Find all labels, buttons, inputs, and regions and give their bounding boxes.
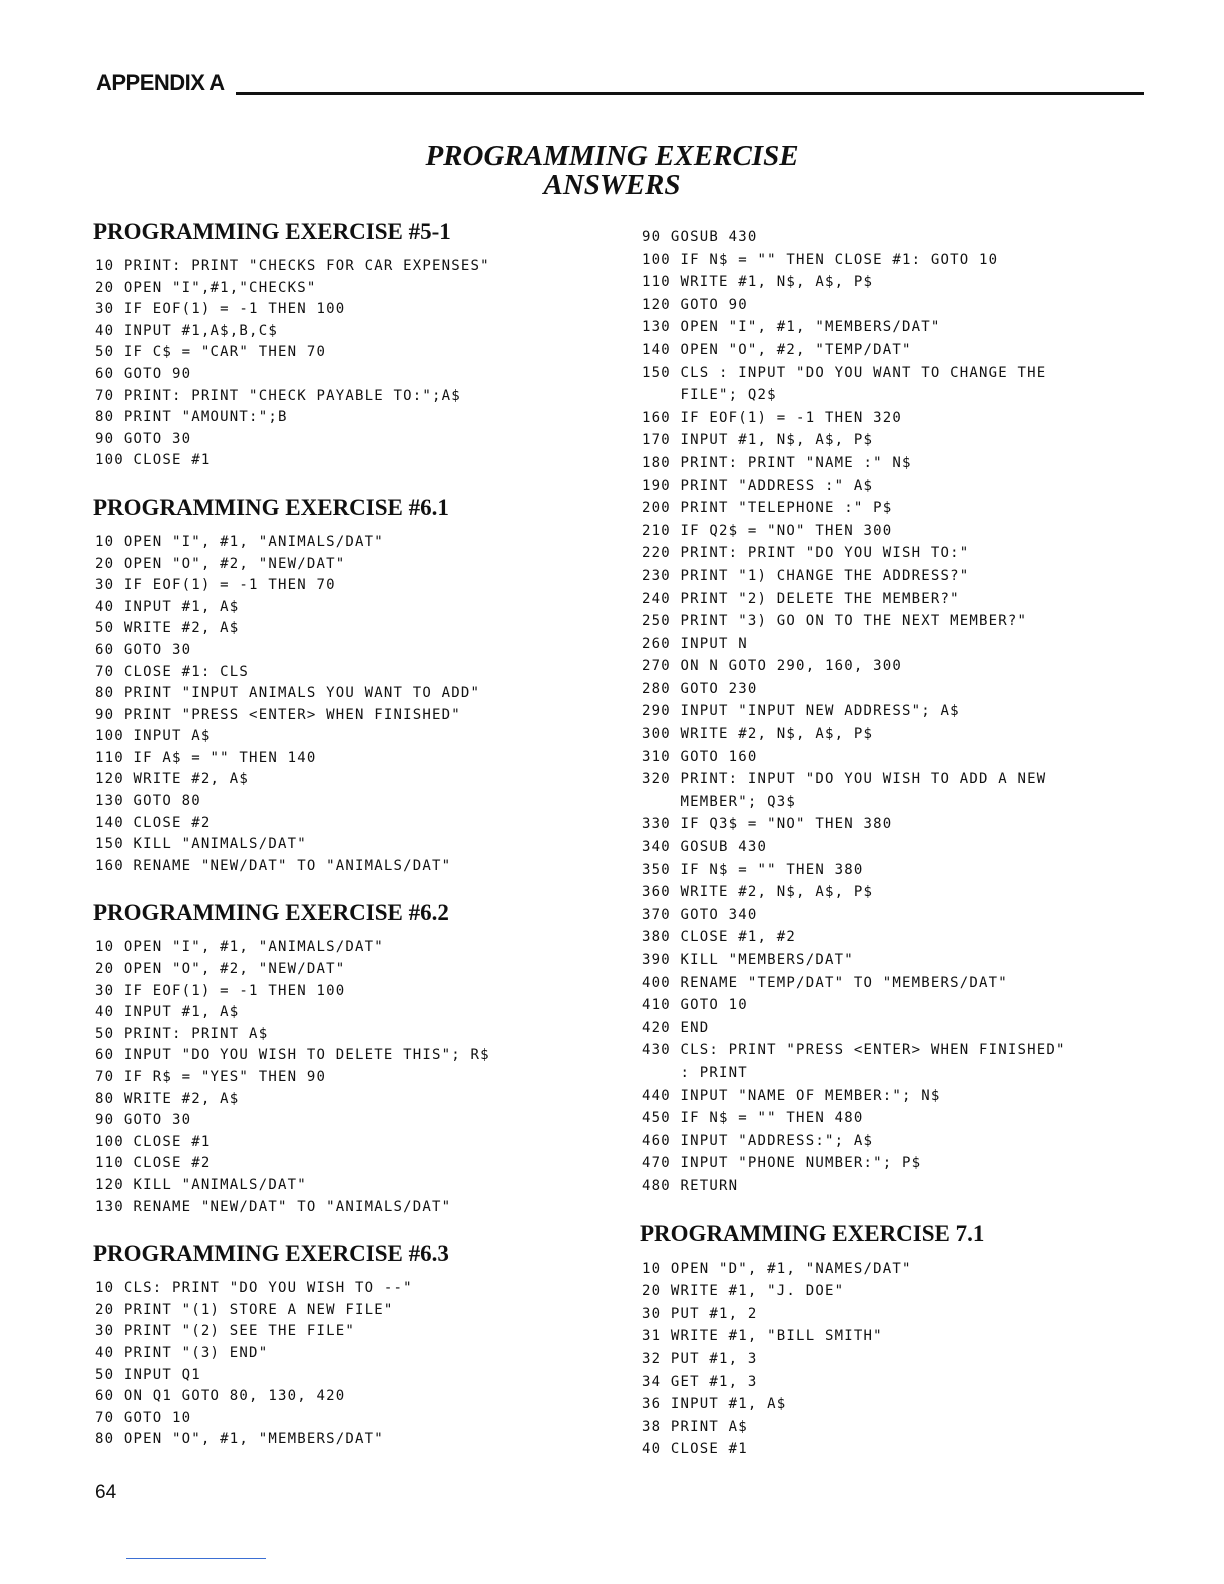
code-line: 50 INPUT Q1 <box>95 1366 201 1383</box>
code-line: MEMBER"; Q3$ <box>642 793 797 810</box>
exercise-heading: PROGRAMMING EXERCISE #6.3 <box>93 1241 449 1267</box>
exercise-heading: PROGRAMMING EXERCISE #6.1 <box>93 494 449 520</box>
code-line: 20 OPEN "I",#1,"CHECKS" <box>95 279 317 296</box>
code-line: 30 PUT #1, 2 <box>642 1305 758 1322</box>
code-line: 330 IF Q3$ = "NO" THEN 380 <box>642 816 893 833</box>
code-line: 180 PRINT: PRINT "NAME :" N$ <box>642 454 912 471</box>
code-line: 31 WRITE #1, "BILL SMITH" <box>642 1328 883 1345</box>
code-line: 20 WRITE #1, "J. DOE" <box>642 1283 845 1300</box>
code-line: 310 GOTO 160 <box>642 748 758 765</box>
code-line: 260 INPUT N <box>642 635 748 652</box>
code-line: 40 INPUT #1,A$,B,C$ <box>95 322 278 339</box>
code-line: 50 IF C$ = "CAR" THEN 70 <box>95 344 327 361</box>
exercise-section <box>93 218 593 472</box>
code-line: 140 CLOSE #2 <box>95 814 211 831</box>
exercise-heading: PROGRAMMING EXERCISE #6.2 <box>93 900 449 926</box>
code-line: 60 INPUT "DO YOU WISH TO DELETE THIS"; R$ <box>95 1047 490 1064</box>
code-line: 480 RETURN <box>642 1177 739 1194</box>
code-line: 100 CLOSE #1 <box>95 1133 211 1150</box>
code-line: 460 INPUT "ADDRESS:"; A$ <box>642 1132 874 1149</box>
exercise-heading: PROGRAMMING EXERCISE #5-1 <box>93 219 451 244</box>
code-line: 90 GOSUB 430 <box>642 229 758 245</box>
code-line: 150 CLS : INPUT "DO YOU WANT TO CHANGE THE <box>642 364 1047 381</box>
code-line: 80 PRINT "AMOUNT:";B <box>95 409 288 426</box>
code-line: 370 GOTO 340 <box>642 906 758 923</box>
code-line: 210 IF Q2$ = "NO" THEN 300 <box>642 522 893 539</box>
code-line: 100 IF N$ = "" THEN CLOSE #1: GOTO 10 <box>642 251 999 268</box>
code-line: 110 WRITE #1, N$, A$, P$ <box>642 274 874 291</box>
code-line: 60 GOTO 30 <box>95 641 192 658</box>
code-line: 34 GET #1, 3 <box>642 1373 758 1390</box>
code-line: 220 PRINT: PRINT "DO YOU WISH TO:" <box>642 545 970 562</box>
code-line: 130 OPEN "I", #1, "MEMBERS/DAT" <box>642 319 941 336</box>
code-line: 80 OPEN "O", #1, "MEMBERS/DAT" <box>95 1431 384 1448</box>
page-title-line-2: ANSWERS <box>543 169 681 201</box>
code-line: 60 GOTO 90 <box>95 365 192 382</box>
code-listing <box>93 1278 593 1451</box>
code-line: 190 PRINT "ADDRESS :" A$ <box>642 477 874 494</box>
exercise-section <box>640 1220 1160 1461</box>
code-line: 270 ON N GOTO 290, 160, 300 <box>642 658 902 675</box>
code-line: 290 INPUT "INPUT NEW ADDRESS"; A$ <box>642 703 960 720</box>
code-line: 20 OPEN "O", #2, "NEW/DAT" <box>95 961 346 978</box>
code-listing <box>93 256 593 472</box>
code-line: 150 KILL "ANIMALS/DAT" <box>95 836 307 853</box>
code-line: 40 CLOSE #1 <box>642 1441 748 1458</box>
code-line: 410 GOTO 10 <box>642 997 748 1014</box>
code-line: 230 PRINT "1) CHANGE THE ADDRESS?" <box>642 567 970 584</box>
code-listing <box>93 532 593 878</box>
code-line: 40 INPUT #1, A$ <box>95 1004 240 1021</box>
code-listing <box>640 1258 1160 1461</box>
code-line: 440 INPUT "NAME OF MEMBER:"; N$ <box>642 1087 941 1104</box>
code-line: 40 INPUT #1, A$ <box>95 598 240 615</box>
code-line: 40 PRINT "(3) END" <box>95 1344 269 1361</box>
code-line: 120 KILL "ANIMALS/DAT" <box>95 1176 307 1193</box>
code-line: FILE"; Q2$ <box>642 387 777 404</box>
code-line: 450 IF N$ = "" THEN 480 <box>642 1110 864 1127</box>
appendix-label: APPENDIX A <box>96 70 225 95</box>
code-listing-continuation <box>640 226 1160 1198</box>
code-line: 170 INPUT #1, N$, A$, P$ <box>642 432 874 449</box>
code-line: 240 PRINT "2) DELETE THE MEMBER?" <box>642 590 960 607</box>
left-column <box>93 218 593 1473</box>
code-line: 350 IF N$ = "" THEN 380 <box>642 861 864 878</box>
code-line: 60 ON Q1 GOTO 80, 130, 420 <box>95 1388 346 1405</box>
code-line: 400 RENAME "TEMP/DAT" TO "MEMBERS/DAT" <box>642 974 1008 991</box>
exercise-section <box>93 1240 593 1451</box>
code-line: 160 RENAME "NEW/DAT" TO "ANIMALS/DAT" <box>95 857 452 874</box>
page-number: 64 <box>95 1482 117 1503</box>
code-line: 340 GOSUB 430 <box>642 839 768 856</box>
code-line: 110 CLOSE #2 <box>95 1155 211 1172</box>
code-line: 70 PRINT: PRINT "CHECK PAYABLE TO:";A$ <box>95 387 461 404</box>
code-line: 160 IF EOF(1) = -1 THEN 320 <box>642 409 902 426</box>
code-line: 10 OPEN "I", #1, "ANIMALS/DAT" <box>95 939 384 956</box>
code-line: 100 CLOSE #1 <box>95 452 211 469</box>
code-line: 10 OPEN "I", #1, "ANIMALS/DAT" <box>95 533 384 550</box>
code-line: 320 PRINT: INPUT "DO YOU WISH TO ADD A NEW <box>642 771 1047 788</box>
code-line: 10 CLS: PRINT "DO YOU WISH TO --" <box>95 1280 413 1297</box>
code-line: 420 END <box>642 1019 710 1036</box>
code-line: 30 IF EOF(1) = -1 THEN 100 <box>95 301 346 318</box>
page-header <box>96 70 1144 100</box>
code-line: 380 CLOSE #1, #2 <box>642 929 797 946</box>
code-line: 80 WRITE #2, A$ <box>95 1090 240 1107</box>
code-line: 90 GOTO 30 <box>95 430 192 447</box>
code-line: 70 CLOSE #1: CLS <box>95 663 250 680</box>
code-line: 470 INPUT "PHONE NUMBER:"; P$ <box>642 1155 922 1172</box>
code-line: 120 GOTO 90 <box>642 296 748 313</box>
code-line: 110 IF A$ = "" THEN 140 <box>95 749 317 766</box>
header-rule <box>236 92 1144 95</box>
exercise-section <box>93 494 593 878</box>
code-line: 250 PRINT "3) GO ON TO THE NEXT MEMBER?" <box>642 613 1028 630</box>
code-line: 200 PRINT "TELEPHONE :" P$ <box>642 500 893 517</box>
code-line: 10 OPEN "D", #1, "NAMES/DAT" <box>642 1260 912 1277</box>
code-line: 20 OPEN "O", #2, "NEW/DAT" <box>95 555 346 572</box>
code-line: 130 RENAME "NEW/DAT" TO "ANIMALS/DAT" <box>95 1198 452 1215</box>
code-line: 36 INPUT #1, A$ <box>642 1396 787 1413</box>
code-line: 90 GOTO 30 <box>95 1112 192 1129</box>
code-listing <box>93 937 593 1218</box>
code-line: 30 PRINT "(2) SEE THE FILE" <box>95 1323 355 1340</box>
code-line: 120 WRITE #2, A$ <box>95 771 250 788</box>
code-line: 30 IF EOF(1) = -1 THEN 70 <box>95 577 336 594</box>
right-column <box>640 226 1160 1483</box>
code-line: 38 PRINT A$ <box>642 1418 748 1435</box>
code-line: 280 GOTO 230 <box>642 680 758 697</box>
code-line: 50 PRINT: PRINT A$ <box>95 1025 269 1042</box>
code-line: 430 CLS: PRINT "PRESS <ENTER> WHEN FINISHED" <box>642 1042 1066 1059</box>
code-line: 80 PRINT "INPUT ANIMALS YOU WANT TO ADD" <box>95 685 481 702</box>
code-line: 70 GOTO 10 <box>95 1409 192 1426</box>
code-line: 10 PRINT: PRINT "CHECKS FOR CAR EXPENSES" <box>95 258 490 274</box>
page-title-line-1: PROGRAMMING EXERCISE <box>425 140 799 172</box>
code-line: : PRINT <box>642 1064 748 1081</box>
page-title <box>0 142 1224 200</box>
code-line: 100 INPUT A$ <box>95 728 211 745</box>
code-line: 90 PRINT "PRESS <ENTER> WHEN FINISHED" <box>95 706 461 723</box>
code-line: 140 OPEN "O", #2, "TEMP/DAT" <box>642 341 912 358</box>
exercise-section <box>93 899 593 1218</box>
code-line: 300 WRITE #2, N$, A$, P$ <box>642 726 874 743</box>
code-line: 130 GOTO 80 <box>95 793 201 810</box>
exercise-heading: PROGRAMMING EXERCISE 7.1 <box>640 1220 985 1246</box>
code-line: 20 PRINT "(1) STORE A NEW FILE" <box>95 1301 394 1318</box>
code-line: 360 WRITE #2, N$, A$, P$ <box>642 884 874 901</box>
code-line: 30 IF EOF(1) = -1 THEN 100 <box>95 982 346 999</box>
footer-rule <box>126 1558 266 1559</box>
code-line: 390 KILL "MEMBERS/DAT" <box>642 952 854 968</box>
code-line: 32 PUT #1, 3 <box>642 1350 758 1367</box>
code-line: 70 IF R$ = "YES" THEN 90 <box>95 1069 327 1085</box>
code-line: 50 WRITE #2, A$ <box>95 620 240 637</box>
